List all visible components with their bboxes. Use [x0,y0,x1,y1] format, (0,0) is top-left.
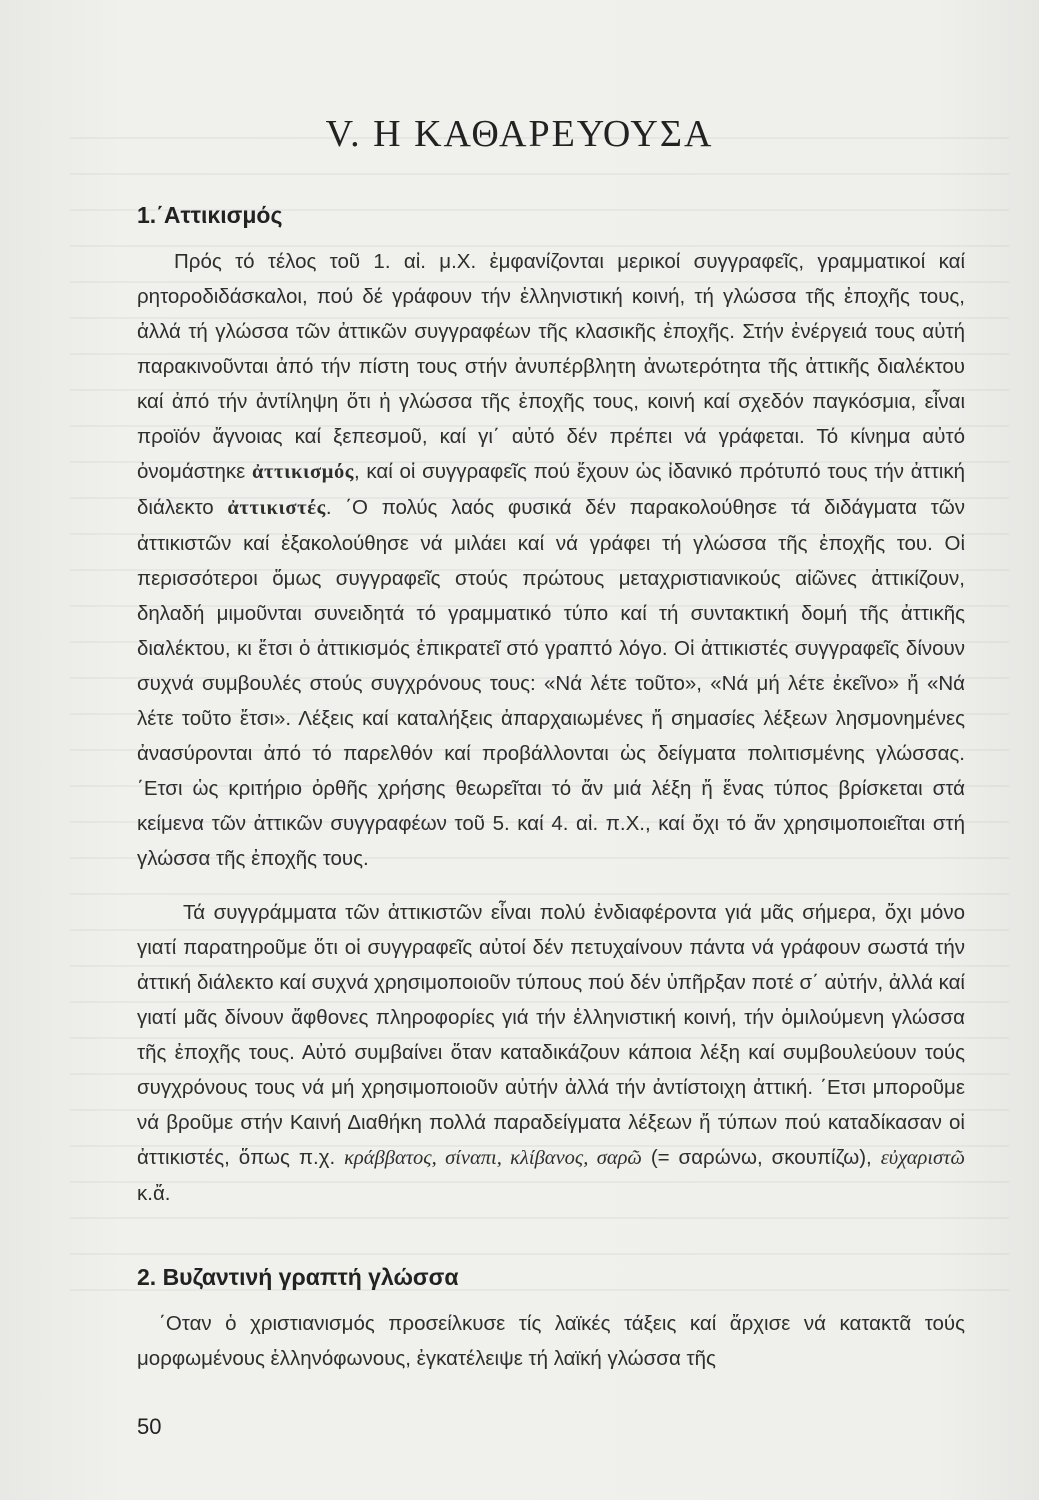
term-atticists: ἀττικιστές [227,497,326,519]
paragraph-text: , καί οἱ συγγραφεῖς πού ἔχουν ὡς ἰδανικό πρότυπό τους τήν ἀττική διάλεκτο [137,460,965,519]
paragraph-text: Πρός τό τέλος τοῦ 1. αἰ. μ.Χ. ἐμφανίζονται μερικοί συγγραφεῖς, γραμματικοί καί ρητοροδιδάσκαλοι, πού δέ γράφουν τήν ἑλληνιστική κοινή, τή γλώσσα τῆς ἐποχῆς τους, ἀλλά τή γλώσσα τῶν ἀττικῶν συγγραφέων τῆς κλασικῆς ἐποχῆς. Στήν ἐνέργειά τους αὐτή παρακινοῦνται ἀπό τήν πίστη τους στήν ἀνυπέρβλητη ἀνωτερότητα τῆς ἀττικῆς διαλέκτου καί ἀπό τήν ἀντίληψη ὅτι ἡ γλώσσα τῆς ἐποχῆς τους, κοινή καί σχεδόν παγκόσμια, εἶναι προϊόν ἄγνοιας καί ξεπεσμοῦ, καί γι΄ αὐτό δέν πρέπει νά γράφεται. Τό κίνημα αὐτό ὀνομάστηκε [137,250,965,483]
paragraph-text: κ.ἄ. [137,1182,171,1205]
example-word: εὐχαριστῶ [880,1147,965,1169]
section-heading-byzantine: 2. Βυζαντινή γραπτή γλώσσα [137,1264,459,1290]
paragraph-byzantine-intro [137,1306,965,1376]
paragraph-atticism-intro [137,244,965,876]
paragraph-atticist-writings [137,895,965,1211]
page-number: 50 [137,1414,162,1439]
section-heading-atticism: 1.΄Αττικισμός [137,202,283,228]
paragraph-text: . ΄Ο πολύς λαός φυσικά δέν παρακολούθησε τά διδάγματα τῶν ἀττικιστῶν καί ἐξακολούθησε νά μιλάει καί νά γράφει τή γλώσσα τῆς ἐποχῆς του. Οἱ περισσότεροι ὅμως συγγραφεῖς στούς πρώτους μεταχριστιανικούς αἰῶνες ἀττικίζουν, δηλαδή μιμοῦνται συνειδητά τό γραμματικό τύπο καί τή συντακτική δομή τῆς ἀττικῆς διαλέκτου, κι ἔτσι ὁ ἀττικισμός ἐπικρατεῖ στό γραπτό λόγο. Οἱ ἀττικιστές συγγραφεῖς δίνουν συχνά συμβουλές στούς συγχρόνους τους: «Νά λέτε τοῦτο», «Νά μή λέτε ἐκεῖνο» ἤ «Νά λέτε τοῦτο ἔτσι». Λέξεις καί καταλήξεις ἀπαρχαιωμένες ἤ σημασίες λέξεων λησμονημένες ἀνασύρονται ἀπό τό παρελθόν καί προβάλλονται ὡς δείγματα πολιτισμένης γλώσσας. ΄Ετσι ὡς κριτήριο ὀρθῆς χρήσης θεωρεῖται τό ἄν μιά λέξη ἤ ἕνας τύπος βρίσκεται στά κείμενα τῶν ἀττικῶν συγγραφέων τοῦ 5. καί 4. αἰ. π.Χ., καί ὄχι τό ἄν χρησιμοποιεῖται στή γλώσσα τῆς ἐποχῆς τους. [137,496,965,870]
example-words: κράββατος, σίναπι, κλίβανος, σαρῶ [344,1147,642,1169]
paragraph-text: (= σαρώνω, σκουπίζω), [641,1146,881,1169]
chapter-title: V. Η ΚΑΘΑΡΕΥΟΥΣΑ [325,113,714,155]
paragraph-text: ΄Οταν ὁ χριστιανισμός προσείλκυσε τίς λαϊκές τάξεις καί ἄρχισε νά κατακτᾶ τούς μορφωμένους ἑλληνόφωνους, ἐγκατέλειψε τή λαϊκή γλώσσα τῆς [137,1312,965,1370]
term-atticism: ἀττικισμός [251,461,355,483]
paragraph-text: Τά συγγράμματα τῶν ἀττικιστῶν εἶναι πολύ ἐνδιαφέροντα γιά μᾶς σήμερα, ὄχι μόνο γιατί παρατηροῦμε ὅτι οἱ συγγραφεῖς αὐτοί δέν πετυχαίνουν πάντα νά γράφουν σωστά τήν ἀττική διάλεκτο καί συχνά χρησιμοποιοῦν τύπους πού δέν ὑπῆρξαν ποτέ σ΄ αὐτήν, ἀλλά καί γιατί μᾶς δίνουν ἄφθονες πληροφορίες γιά τήν ἑλληνιστική κοινή, τήν ὁμιλούμενη γλώσσα τῆς ἐποχῆς τους. Αὐτό συμβαίνει ὅταν καταδικάζουν κάποια λέξη καί συμβουλεύουν τούς συγχρόνους τους νά μή χρησιμοποιοῦν αὐτήν ἀλλά τήν ἀντίστοιχη ἀττική. ΄Ετσι μποροῦμε νά βροῦμε στήν Καινή Διαθήκη πολλά παραδείγματα λέξεων ἤ τύπων πού καταδίκασαν οἱ ἀττικιστές, ὅπως π.χ. [137,901,965,1169]
